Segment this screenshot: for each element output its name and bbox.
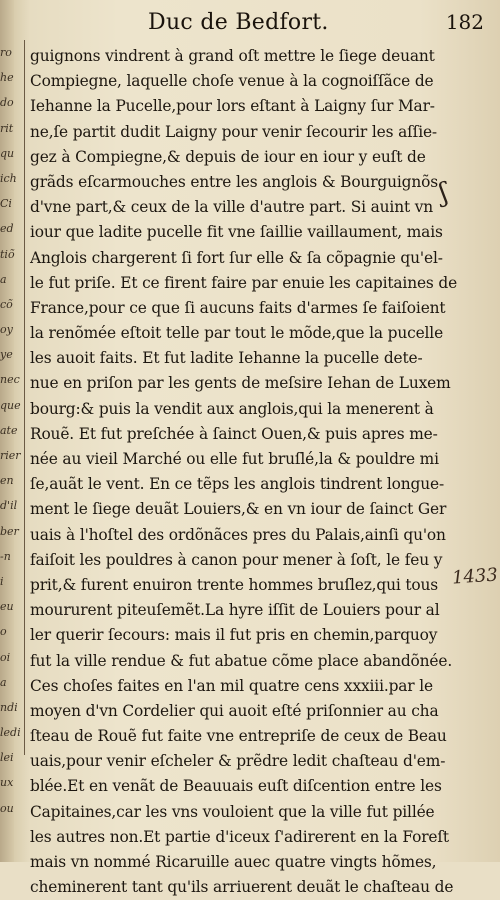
margin-fragment: qu (0, 146, 15, 160)
text-line: Iehanne la Pucelle,pour lors eſtant à Laigny ſur Mar- (30, 97, 435, 116)
margin-fragment: ledi (0, 726, 21, 740)
margin-fragment: ich (0, 171, 17, 185)
text-line: grãds eſcarmouches entre les anglois & Bourguignõs (30, 172, 438, 191)
margin-mark-icon: ʃ (436, 177, 451, 209)
margin-fragment: nec (0, 373, 20, 387)
text-line: uais,pour venir eſcheler & prẽdre ledit chaſteau d'em- (30, 752, 446, 771)
margin-fragment: Ci (0, 197, 12, 211)
text-line: Capitaines,car les vns vouloient que la ville fut pillée (30, 802, 435, 821)
text-line: le fut priſe. Et ce firent faire par enuie les capitaines de (30, 273, 458, 292)
margin-fragment: rier (0, 449, 21, 462)
text-line: iour que ladite pucelle fit vne ſaillie vaillaument, mais (30, 223, 443, 242)
text-line: nue en priſon par les gents de meſsire Iehan de Luxem (30, 374, 451, 393)
text-line: guignons vindrent à grand oſt mettre le ſiege deuant (30, 47, 435, 65)
text-line: moyen d'vn Cordelier qui auoit eſté priſonnier au cha (30, 701, 439, 720)
text-line: prit,& furent enuiron trente hommes bruſlez,qui tous (30, 575, 439, 594)
text-line: les autres non.Et partie d'iceux ſ'adirerent en la Foreſt (30, 827, 449, 846)
margin-fragment: -n (0, 549, 11, 563)
margin-fragment: d'il (0, 499, 18, 513)
text-line: ler querir ſecours: mais il fut pris en chemin,parquoy (30, 626, 438, 645)
body-text (30, 44, 458, 900)
text-line: ſteau de Rouẽ fut faite vne entrepriſe de ceux de Beau (30, 727, 447, 746)
margin-fragment: a (0, 272, 7, 286)
margin-fragment: ed (0, 222, 14, 236)
margin-fragment: ux (0, 776, 14, 790)
margin-fragment: he (0, 71, 14, 85)
text-line: faiſoit les pouldres à canon pour mener à ſoſt, le feu y (30, 550, 443, 569)
text-line: ment le ſiege deuãt Louiers,& en vn iour de ſainct Ger (30, 500, 447, 519)
text-line: les auoit faits. Et fut ladite Iehanne la pucelle dete- (30, 349, 423, 368)
text-line: d'vne part,& ceux de la ville d'autre part. Si auint vn (30, 198, 434, 217)
text-line: fut la ville rendue & fut abatue cõme place abandõnée. (30, 651, 453, 670)
text-line: Ces choſes faites en l'an mil quatre cens xxxiii.par le (30, 676, 433, 695)
text-line: ne,ſe partit dudit Laigny pour venir ſecourir les aſſie- (30, 122, 437, 141)
text-line: Compiegne, laquelle choſe venue à la cognoiſſãce de (30, 72, 434, 91)
text-line: la renõmée eſtoit telle par tout le mõde,que la pucelle (30, 324, 444, 343)
margin-fragment: ndi (0, 700, 18, 714)
text-line: gez à Compiegne,& depuis de iour en iour y euſt de (30, 147, 426, 166)
text-line: ſe,auãt le vent. En ce tẽps les anglois tindrent longue- (30, 475, 445, 494)
margin-fragment: oy (0, 323, 13, 337)
text-line: uais à l'hoſtel des ordõnãces pres du Palais,ainſi qu'on (30, 525, 446, 544)
margin-fragment: eu (0, 600, 14, 614)
margin-fragment: do (0, 96, 14, 110)
margin-note: 1433 (451, 564, 499, 589)
margin-fragment: a (0, 675, 7, 689)
page-number: 182 (445, 10, 484, 34)
text-line: bourg:& puis la vendit aux anglois,qui la menerent à (30, 399, 434, 418)
margin-fragment: ate (0, 423, 18, 437)
margin-fragment: ye (0, 348, 13, 362)
text-line: moururent piteuſemẽt.La hyre iſſit de Louiers pour al (30, 601, 440, 620)
text-line: cheminerent tant qu'ils arriuerent deuãt le chaſteau de (30, 878, 454, 897)
margin-fragment: rit (0, 121, 14, 135)
margin-fragment: tiõ (0, 247, 15, 261)
margin-fragment: o (0, 625, 7, 639)
page-header (30, 8, 492, 38)
margin-fragment: cõ (0, 297, 13, 311)
margin-fragment: que (0, 398, 21, 412)
text-line: blée.Et en venãt de Beauuais euſt diſcention entre les (30, 777, 442, 796)
margin-fragment: ber (0, 524, 19, 538)
running-head: Duc de Bedfort. (148, 10, 329, 35)
text-line: née au vieil Marché ou elle fut bruſlé,la & pouldre mi (30, 450, 439, 468)
text-line: Rouẽ. Et fut preſchée à ſainct Ouen,& puis apres me- (30, 424, 438, 443)
margin-rule (24, 40, 25, 755)
margin-fragment: ou (0, 801, 14, 815)
left-margin-fragments (0, 40, 21, 821)
text-line: Anglois chargerent ſi fort ſur elle & ſa cõpagnie qu'el- (30, 248, 443, 267)
margin-fragment: lei (0, 751, 14, 765)
margin-fragment: oi (0, 650, 11, 664)
margin-fragment: ro (0, 46, 12, 59)
text-line: France,pour ce que ſi aucuns faits d'armes ſe faiſoient (30, 298, 446, 317)
text-line: mais vn nommé Ricaruille auec quatre vingts hõmes, (30, 853, 437, 871)
margin-fragment: i (0, 574, 4, 588)
margin-fragment: en (0, 474, 14, 488)
